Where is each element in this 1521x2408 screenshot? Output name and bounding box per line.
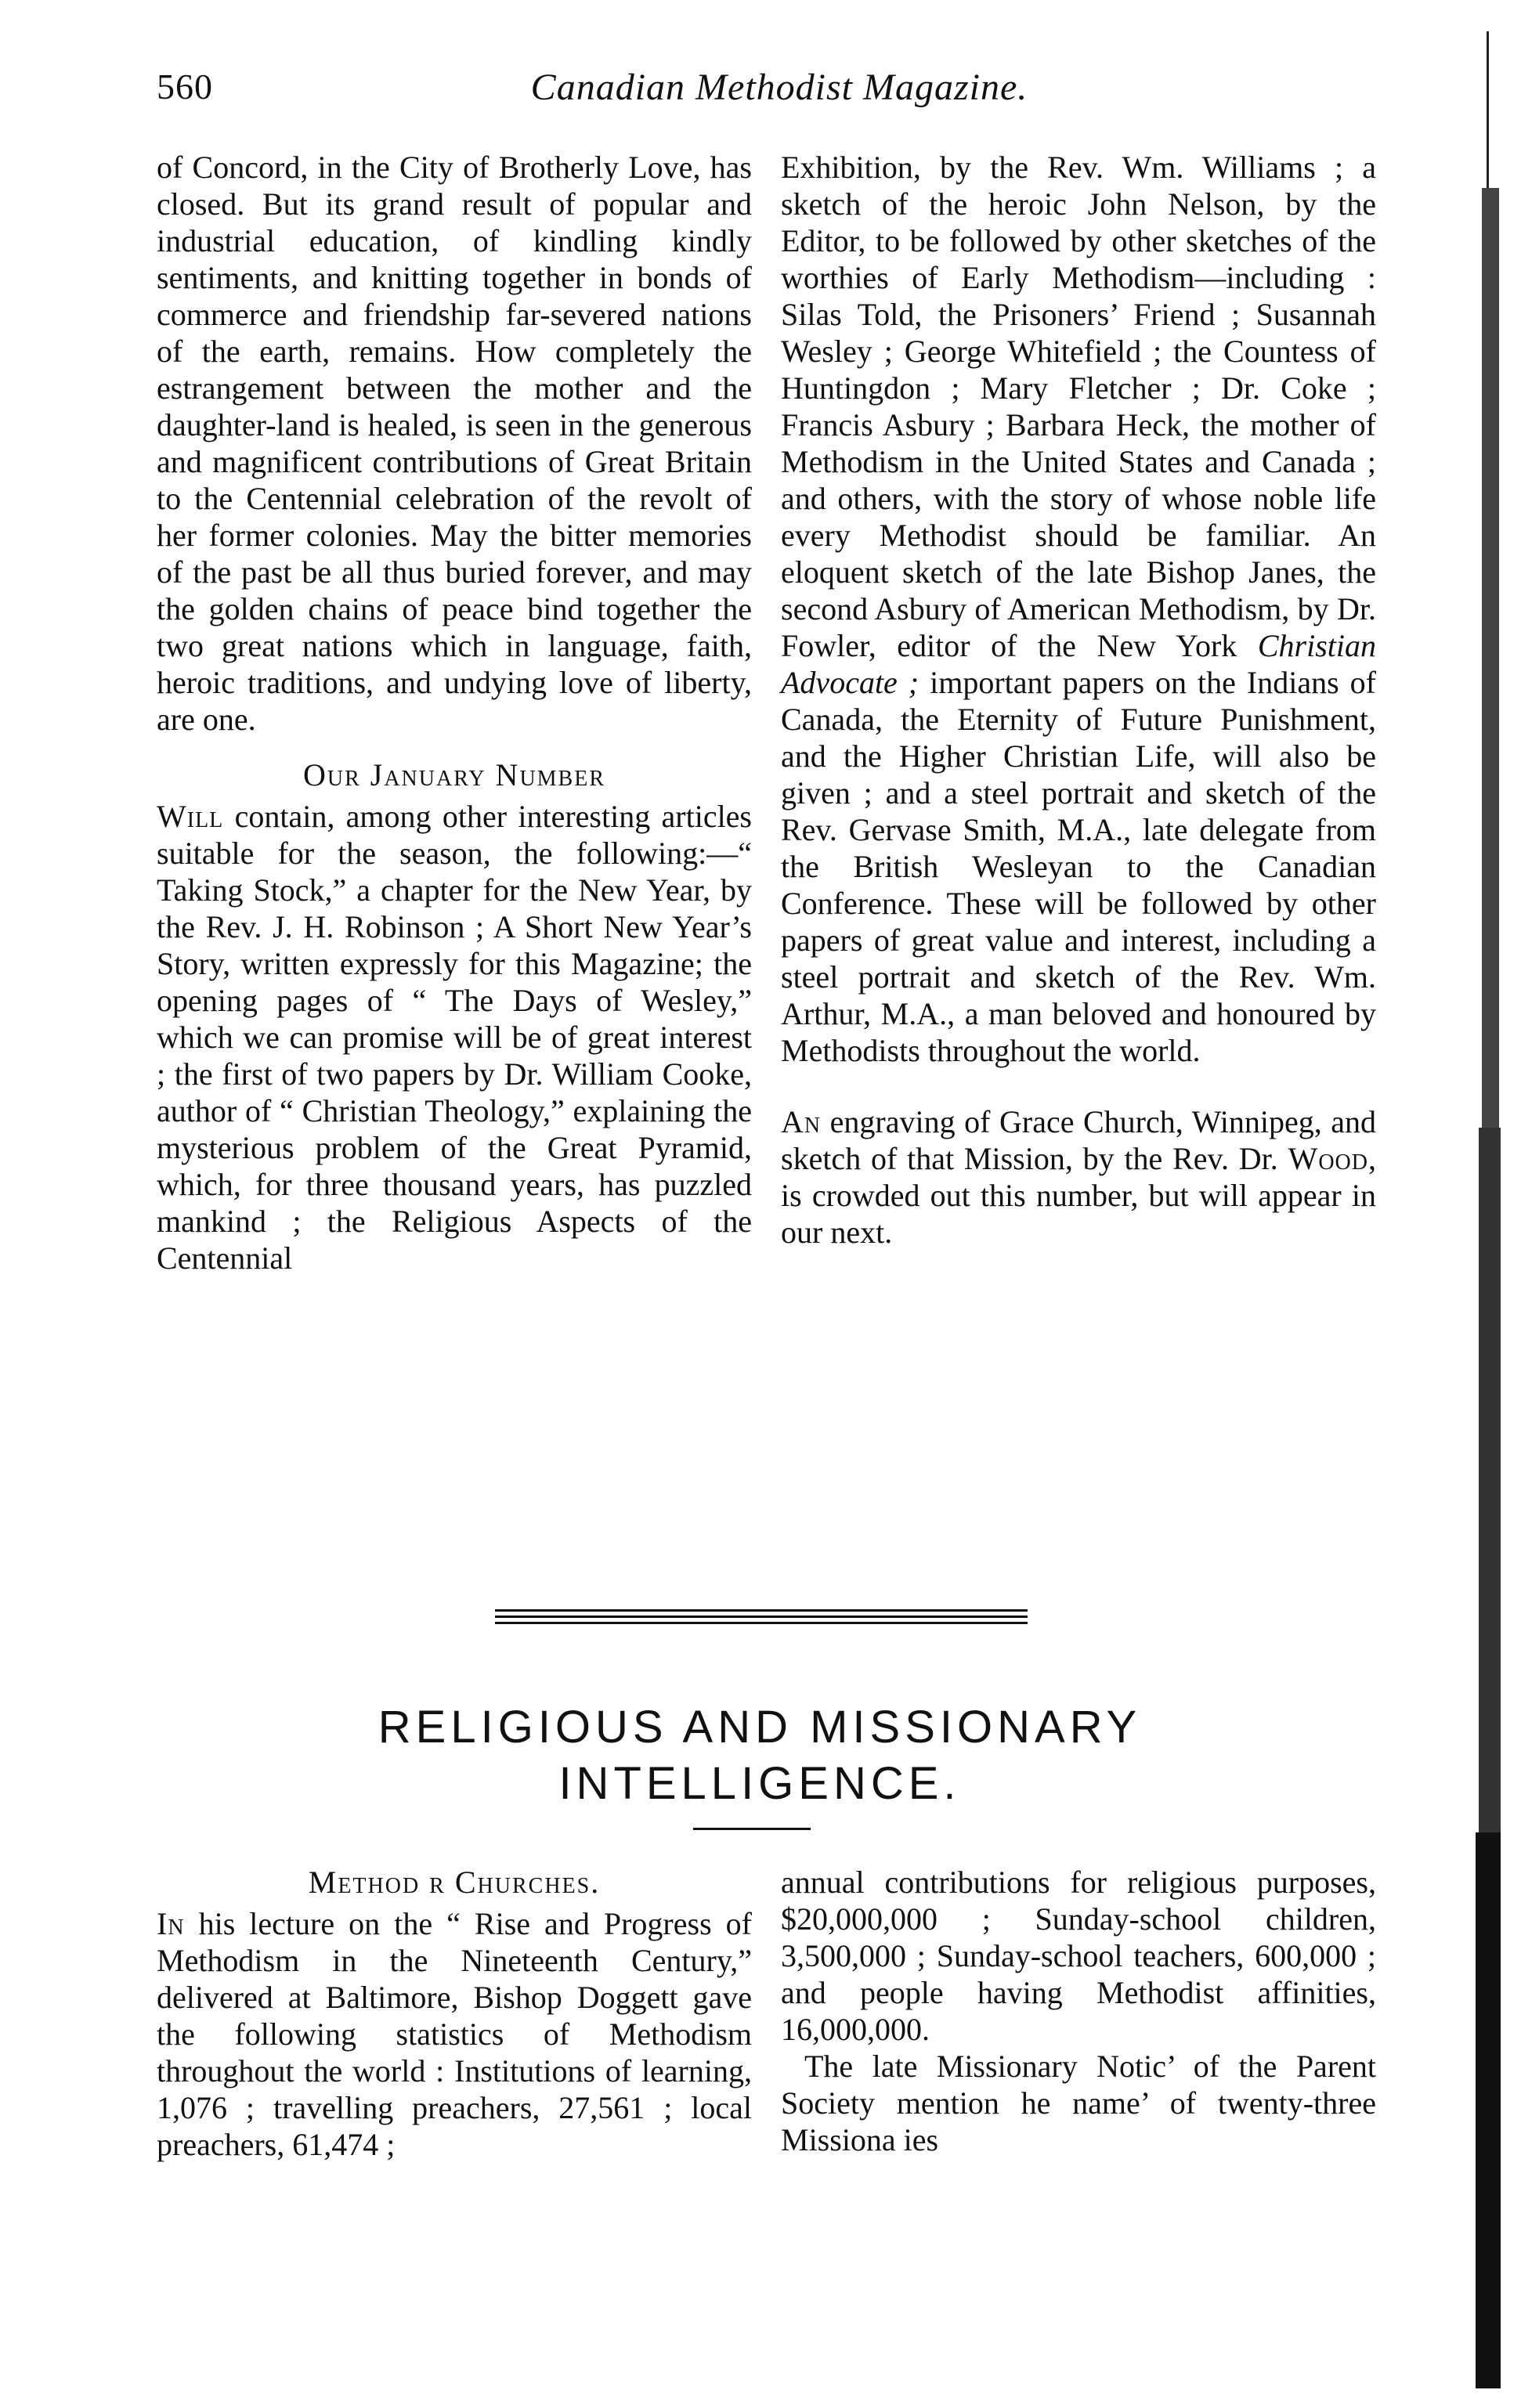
contents-text-a: Exhibition, by the Rev. Wm. Williams ; a sketch of the heroic John Nelson, by the Editor, to be followed by other sketches of the worthies of Early Methodism—including : Silas Told, the Prisoners’ Friend ; Susannah Wesley ; George Whitefield ; the Countess of Huntingdon ; Mary Fletcher ; Dr. Coke ; Francis Asbury ; Barbara Heck, the mother of Methodism in the United States and Canada ; and others, with the story of whose noble life every Methodist should be familiar. An eloquent sketch of the late Bishop Janes, the second Asbury of American Methodism, by Dr. Fowler, editor of the New York (781, 150, 1376, 663)
section-title-line2: INTELLIGENCE. (558, 1758, 961, 1809)
divider-rule (495, 1609, 1028, 1612)
running-head (157, 66, 1402, 121)
engraving-paragraph (781, 1103, 1376, 1251)
divider-rule (495, 1622, 1028, 1624)
engraving-text-a: engraving of Grace Church, Winnipeg, and sketch of that Mission, by the Rev. Dr. (781, 1104, 1376, 1176)
magazine-title: Canadian Methodist Magazine. (530, 67, 1028, 108)
lower-right-column (781, 1864, 1376, 2158)
doggett-paragraph (157, 1905, 752, 2163)
advocate-italic: Christian Advocate ; (781, 628, 1376, 700)
centennial-paragraph: of Concord, in the City of Brotherly Love, has closed. But its grand result of popular and industrial education, of kindling kindly sentiments, and knitting together in bonds of commerce and friendship far-severed nations of the earth, remains. How completely the estrangement between the mother and the daughter-land is healed, is seen in the generous and magnificent contributions of Great Britain to the Centennial celebration of the revolt of her former colonies. May the bitter memories of the past be all thus buried forever, and may the golden chains of peace bind together the two great nations which in language, faith, heroic traditions, and undying love of liberty, are one. (157, 150, 752, 737)
section-title (157, 1699, 1363, 1812)
page-edge-scan-artifact (1463, 31, 1502, 2388)
doggett-text: his lecture on the “ Rise and Progress of Methodism in the Nineteenth Century,” delivered at Baltimore, Bishop Doggett gave the following statistics of Methodism throughout the world : Institutions of learning, 1,076 ; travelling preachers, 27,561 ; local preachers, 61,474 ; (157, 1906, 752, 2162)
statistics-paragraph: annual contributions for religious purposes, $20,000,000 ; Sunday-school children, 3,500,000 ; Sunday-school teachers, 600,000 ; and people having Methodist affinities, 16,000,000. (781, 1865, 1376, 2047)
january-number-paragraph (157, 798, 752, 1276)
contents-paragraph (781, 149, 1376, 1069)
author-name: Wood (1288, 1141, 1368, 1176)
drop-lead: In (157, 1906, 185, 1941)
paragraph-gap (781, 1069, 1376, 1103)
divider-rule (495, 1616, 1028, 1618)
january-number-text: contain, among other interesting articles suitable for the season, the following:—“ Taking Stock,” a chapter for the New Year, by the Rev. J. H. Robinson ; A Short New Year’s Story, written expressly for this Magazine; the opening pages of “ The Days of Wesley,” which we can promise will be of great interest ; the first of two papers by Dr. William Cooke, author of “ Christian Theology,” explaining the mysterious problem of the Great Pyramid, which, for three thousand years, has puzzled mankind ; the Religious Aspects of the Centennial (157, 799, 752, 1276)
lower-left-column (157, 1864, 752, 2163)
contents-text-b: important papers on the Indians of Canada, the Eternity of Future Punishment, and the Higher Christian Life, will also be given ; and a steel portrait and sketch of the Rev. Gervase Smith, M.A., late delegate from the British Wesleyan to the Canadian Conference. These will be followed by other papers of great value and interest, including a steel portrait and sketch of the Rev. Wm. Arthur, M.A., a man beloved and honoured by Methodists throughout the world. (781, 665, 1376, 1068)
january-number-heading: Our January Number (302, 757, 606, 792)
left-column (157, 149, 752, 1276)
page-number: 560 (157, 67, 213, 107)
section-title-line1: RELIGIOUS AND MISSIONARY (378, 1702, 1142, 1753)
engraving-text-b: , is crowded out this number, but will appear in our next. (781, 1141, 1376, 1250)
section-divider (495, 1609, 1028, 1624)
missionary-notice-paragraph: The late Missionary Notic’ of the Parent Society mention he name’ of twenty-three Missiona ies (781, 2049, 1376, 2157)
drop-lead: Will (157, 799, 224, 834)
title-underline (693, 1828, 811, 1830)
right-column (781, 149, 1376, 1251)
churches-heading: Method r Churches. (308, 1865, 601, 1900)
drop-lead: An (781, 1104, 822, 1139)
